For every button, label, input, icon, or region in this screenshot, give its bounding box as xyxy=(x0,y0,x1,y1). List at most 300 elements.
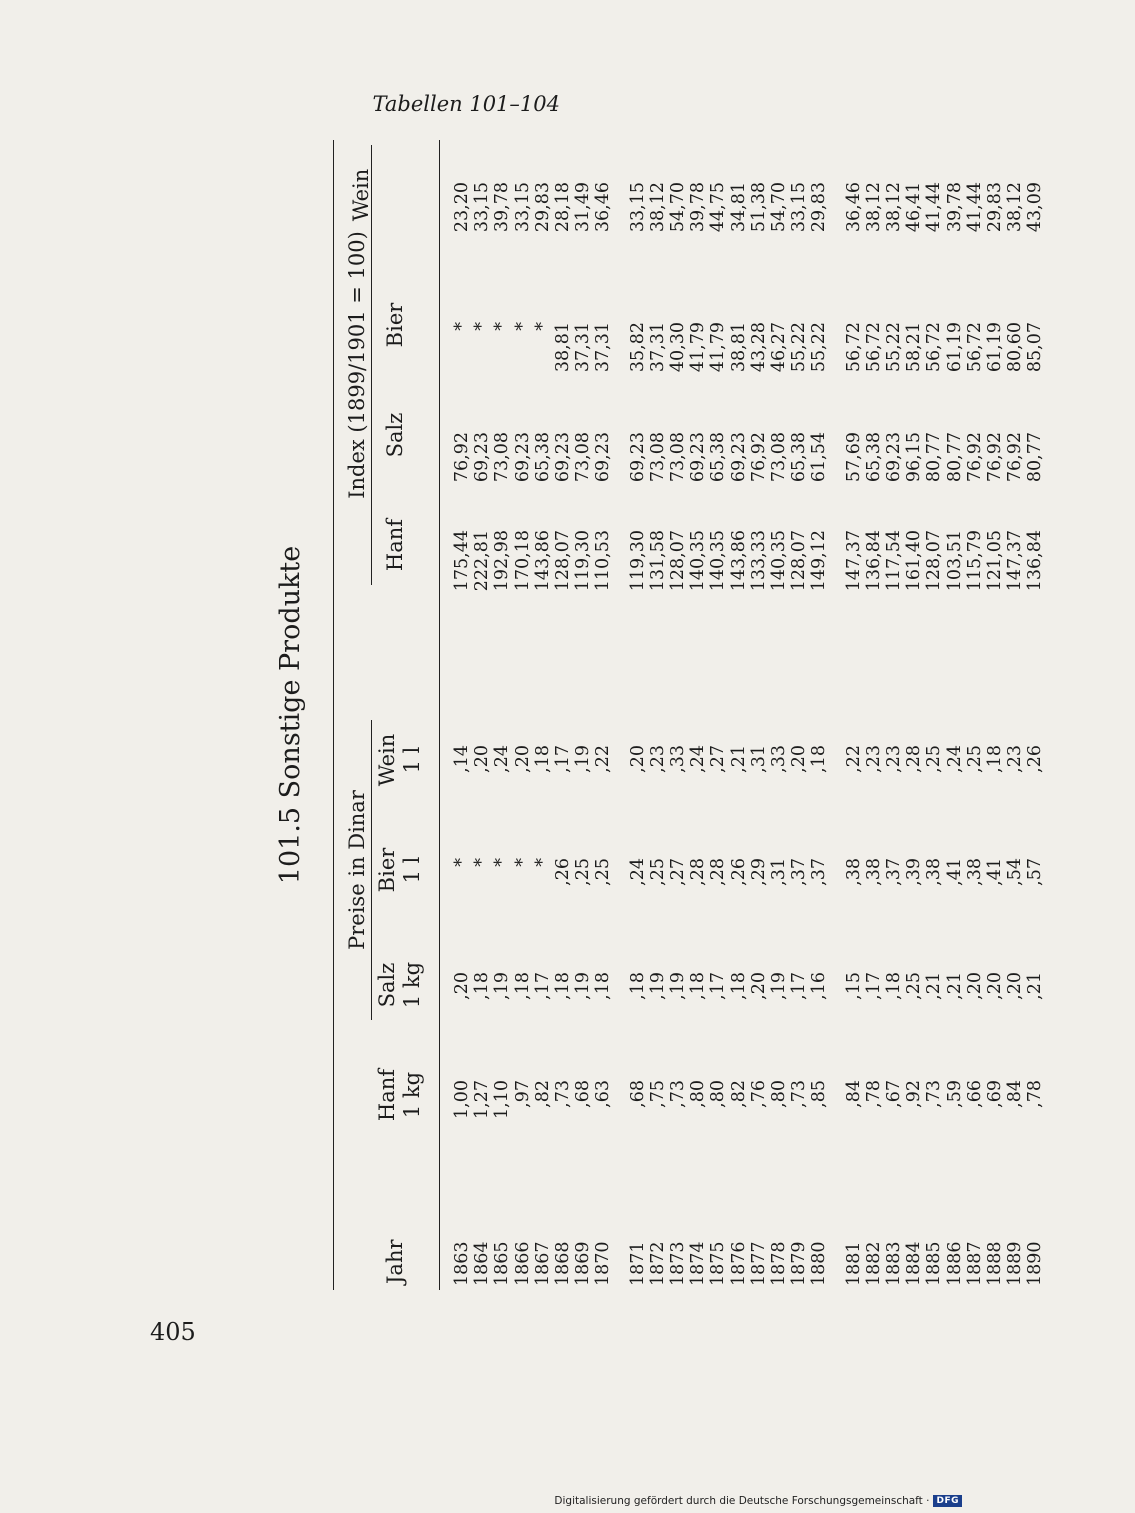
cell-jahr: 1890 xyxy=(1025,1241,1046,1286)
cell-value: 38,12 xyxy=(647,182,668,233)
cell-value: ,17 xyxy=(708,972,729,1000)
cell-value: 57,69 xyxy=(843,432,864,483)
cell-value: 121,05 xyxy=(985,530,1005,592)
cell-jahr: 1885 xyxy=(924,1241,945,1286)
col-header-bier xyxy=(375,835,425,905)
cell-value: 33,15 xyxy=(472,182,493,233)
cell-value: ,57 xyxy=(1025,858,1046,886)
cell-value: ,33 xyxy=(769,745,789,773)
table-row xyxy=(1026,140,1045,1290)
cell-value: ,18 xyxy=(884,972,904,1000)
cell-jahr: 1865 xyxy=(492,1241,513,1286)
cell-value: ,21 xyxy=(728,745,749,773)
cell-jahr: 1888 xyxy=(985,1241,1005,1286)
cell-value: 76,92 xyxy=(452,432,472,483)
cell-value: ,28 xyxy=(904,745,925,773)
cell-value: 38,12 xyxy=(884,182,904,233)
cell-jahr: 1880 xyxy=(809,1241,830,1286)
cell-value: 38,12 xyxy=(863,182,884,233)
cell-value: ,25 xyxy=(904,972,925,1000)
cell-value: ,80 xyxy=(769,1080,789,1108)
cell-jahr: 1889 xyxy=(1005,1241,1026,1286)
cell-value: ,18 xyxy=(627,972,648,1000)
cell-value: ,19 xyxy=(769,972,789,1000)
cell-value: 43,28 xyxy=(748,322,769,373)
cell-value: 55,22 xyxy=(809,322,830,373)
cell-value: 128,07 xyxy=(924,530,945,592)
cell-value: ,37 xyxy=(809,858,830,886)
cell-value: 1,10 xyxy=(492,1080,513,1119)
cell-value: ,18 xyxy=(985,745,1005,773)
table-row xyxy=(1006,140,1025,1290)
col-header-bier-unit: 1 l xyxy=(400,856,424,884)
table-row xyxy=(966,140,985,1290)
cell-value: 54,70 xyxy=(668,182,688,233)
table-row xyxy=(453,140,472,1290)
cell-jahr: 1876 xyxy=(728,1241,749,1286)
cell-value: ,67 xyxy=(884,1080,904,1108)
cell-value: 80,77 xyxy=(924,432,945,483)
footer-text: Digitalisierung gefördert durch die Deutsche Forschungsgemeinschaft · xyxy=(554,1495,930,1507)
cell-value: 136,84 xyxy=(863,530,884,592)
cell-value: 119,30 xyxy=(573,530,594,592)
table-row xyxy=(946,140,965,1290)
cell-value: ,84 xyxy=(843,1080,864,1108)
col-header-hanf-label: Hanf xyxy=(375,1068,399,1122)
cell-value: ,76 xyxy=(748,1080,769,1108)
cell-value: ,24 xyxy=(492,745,513,773)
cell-value: 69,23 xyxy=(593,432,614,483)
cell-value: ,21 xyxy=(1025,972,1046,1000)
cell-value: ,19 xyxy=(668,972,688,1000)
cell-value: 40,30 xyxy=(668,322,688,373)
table-row xyxy=(770,140,789,1290)
cell-value: 28,18 xyxy=(553,182,573,233)
cell-value: 33,15 xyxy=(789,182,810,233)
cell-jahr: 1878 xyxy=(769,1241,789,1286)
cell-value: ,15 xyxy=(843,972,864,1000)
cell-value: ,39 xyxy=(904,858,925,886)
cell-value: ,26 xyxy=(1025,745,1046,773)
cell-value: 69,23 xyxy=(884,432,904,483)
table-row xyxy=(730,140,749,1290)
cell-value: 61,54 xyxy=(809,432,830,483)
cell-value: 31,49 xyxy=(573,182,594,233)
cell-value: ,92 xyxy=(904,1080,925,1108)
cell-value: ,68 xyxy=(573,1080,594,1108)
cell-value: 147,37 xyxy=(843,530,864,592)
table-row xyxy=(534,140,553,1290)
col-header-salz-unit: 1 kg xyxy=(400,961,424,1009)
cell-value: ,69 xyxy=(985,1080,1005,1108)
col-header-jahr: Jahr xyxy=(383,1239,407,1284)
cell-value: ,23 xyxy=(884,745,904,773)
cell-value: ,66 xyxy=(964,1080,985,1108)
cell-value: ,38 xyxy=(843,858,864,886)
cell-value: ,20 xyxy=(472,745,493,773)
table-row xyxy=(554,140,573,1290)
cell-value: 37,31 xyxy=(573,322,594,373)
cell-value: 128,07 xyxy=(553,530,573,592)
cell-value: 41,79 xyxy=(708,322,729,373)
table-row xyxy=(885,140,904,1290)
cell-value: ,63 xyxy=(593,1080,614,1108)
cell-value: 140,35 xyxy=(708,530,729,592)
cell-value: 147,37 xyxy=(1005,530,1026,592)
cell-value: ,29 xyxy=(748,858,769,886)
cell-value: ,17 xyxy=(789,972,810,1000)
group-header-preise: Preise in Dinar xyxy=(345,790,369,950)
cell-value: ,24 xyxy=(627,858,648,886)
cell-value: 56,72 xyxy=(843,322,864,373)
cell-value: ,33 xyxy=(668,745,688,773)
cell-value: 1,27 xyxy=(472,1080,493,1119)
cell-value: 33,15 xyxy=(627,182,648,233)
running-head: Tabellen 101–104 xyxy=(372,92,560,116)
table-row xyxy=(574,140,593,1290)
col-header-index-wein: Wein xyxy=(349,168,373,222)
cell-value: 1,00 xyxy=(452,1080,472,1119)
cell-value: 69,23 xyxy=(728,432,749,483)
cell-value: ,73 xyxy=(924,1080,945,1108)
cell-value: 80,60 xyxy=(1005,322,1026,373)
table-row xyxy=(689,140,708,1290)
cell-jahr: 1863 xyxy=(452,1241,472,1286)
cell-value: 56,72 xyxy=(924,322,945,373)
cell-value: 41,79 xyxy=(688,322,709,373)
cell-value: 76,92 xyxy=(1005,432,1026,483)
cell-value: ,18 xyxy=(728,972,749,1000)
cell-value: 39,78 xyxy=(688,182,709,233)
cell-value: ,20 xyxy=(1005,972,1026,1000)
cell-value: ,26 xyxy=(728,858,749,886)
table-row xyxy=(514,140,533,1290)
cell-value: 69,23 xyxy=(512,432,533,483)
cell-value: * xyxy=(472,858,493,867)
cell-jahr: 1864 xyxy=(472,1241,493,1286)
cell-value: ,17 xyxy=(863,972,884,1000)
cell-value: 56,72 xyxy=(964,322,985,373)
col-header-wein-label: Wein xyxy=(375,733,399,787)
table-row xyxy=(750,140,769,1290)
cell-value: 65,38 xyxy=(863,432,884,483)
cell-jahr: 1867 xyxy=(532,1241,553,1286)
table-row xyxy=(629,140,648,1290)
col-header-wein xyxy=(375,725,425,795)
cell-value: ,75 xyxy=(647,1080,668,1108)
table-row xyxy=(905,140,924,1290)
cell-value: ,82 xyxy=(532,1080,553,1108)
cell-value: ,54 xyxy=(1005,858,1026,886)
cell-value: ,25 xyxy=(647,858,668,886)
cell-value: 55,22 xyxy=(884,322,904,373)
cell-jahr: 1879 xyxy=(789,1241,810,1286)
cell-value: 43,09 xyxy=(1025,182,1046,233)
cell-value: * xyxy=(452,322,472,331)
cell-jahr: 1886 xyxy=(944,1241,965,1286)
cell-value: ,19 xyxy=(647,972,668,1000)
cell-jahr: 1871 xyxy=(627,1241,648,1286)
cell-value: * xyxy=(452,858,472,867)
group-header-index: Index (1899/1901 = 100) xyxy=(345,231,369,499)
cell-value: 80,77 xyxy=(1025,432,1046,483)
cell-value: ,18 xyxy=(512,972,533,1000)
cell-value: * xyxy=(472,322,493,331)
cell-value: 61,19 xyxy=(944,322,965,373)
cell-value: ,38 xyxy=(964,858,985,886)
cell-value: 36,46 xyxy=(843,182,864,233)
cell-jahr: 1866 xyxy=(512,1241,533,1286)
cell-value: 222,81 xyxy=(472,530,493,592)
cell-value: 143,86 xyxy=(532,530,553,592)
table-row xyxy=(925,140,944,1290)
cell-value: 103,51 xyxy=(944,530,965,592)
cell-value: 133,33 xyxy=(748,530,769,592)
cell-value: ,37 xyxy=(789,858,810,886)
cell-value: ,23 xyxy=(1005,745,1026,773)
cell-value: ,25 xyxy=(593,858,614,886)
cell-value: ,78 xyxy=(863,1080,884,1108)
cell-value: 161,40 xyxy=(904,530,925,592)
cell-value: ,27 xyxy=(708,745,729,773)
cell-value: 140,35 xyxy=(688,530,709,592)
cell-value: ,80 xyxy=(688,1080,709,1108)
cell-value: 34,81 xyxy=(728,182,749,233)
table-row xyxy=(790,140,809,1290)
cell-value: 73,08 xyxy=(647,432,668,483)
cell-value: 136,84 xyxy=(1025,530,1046,592)
footer xyxy=(554,1495,962,1507)
cell-value: 131,58 xyxy=(647,530,668,592)
cell-value: 33,15 xyxy=(512,182,533,233)
cell-value: 56,72 xyxy=(863,322,884,373)
cell-value: 29,83 xyxy=(985,182,1005,233)
cell-value: ,23 xyxy=(863,745,884,773)
cell-value: 54,70 xyxy=(769,182,789,233)
cell-value: ,41 xyxy=(944,858,965,886)
cell-value: * xyxy=(532,322,553,331)
dfg-logo: DFG xyxy=(933,1495,962,1507)
cell-value: 76,92 xyxy=(985,432,1005,483)
col-header-index-hanf: Hanf xyxy=(383,518,407,572)
cell-value: 96,15 xyxy=(904,432,925,483)
cell-jahr: 1869 xyxy=(573,1241,594,1286)
cell-value: 35,82 xyxy=(627,322,648,373)
cell-value: ,37 xyxy=(884,858,904,886)
cell-value: 76,92 xyxy=(748,432,769,483)
table-row xyxy=(669,140,688,1290)
cell-value: ,18 xyxy=(472,972,493,1000)
cell-value: 39,78 xyxy=(492,182,513,233)
cell-jahr: 1881 xyxy=(843,1241,864,1286)
cell-value: 65,38 xyxy=(708,432,729,483)
cell-jahr: 1882 xyxy=(863,1241,884,1286)
cell-value: ,24 xyxy=(688,745,709,773)
cell-value: 170,18 xyxy=(512,530,533,592)
table-row xyxy=(709,140,728,1290)
cell-value: ,78 xyxy=(1025,1080,1046,1108)
cell-value: 85,07 xyxy=(1025,322,1046,373)
col-header-index-salz: Salz xyxy=(383,412,407,458)
table-row xyxy=(473,140,492,1290)
cell-value: 140,35 xyxy=(769,530,789,592)
cell-value: ,18 xyxy=(809,745,830,773)
cell-value: ,38 xyxy=(863,858,884,886)
cell-jahr: 1883 xyxy=(884,1241,904,1286)
cell-value: ,25 xyxy=(573,858,594,886)
cell-value: ,80 xyxy=(708,1080,729,1108)
cell-value: 38,12 xyxy=(1005,182,1026,233)
cell-value: ,27 xyxy=(668,858,688,886)
cell-value: ,20 xyxy=(512,745,533,773)
cell-value: 29,83 xyxy=(809,182,830,233)
cell-value: ,23 xyxy=(647,745,668,773)
cell-value: ,18 xyxy=(688,972,709,1000)
table-header-rule xyxy=(439,140,440,1290)
cell-value: 69,23 xyxy=(627,432,648,483)
table-row xyxy=(649,140,668,1290)
cell-value: ,73 xyxy=(668,1080,688,1108)
cell-value: ,14 xyxy=(452,745,472,773)
page-number: 405 xyxy=(150,1318,196,1346)
cell-value: ,17 xyxy=(532,972,553,1000)
cell-value: 149,12 xyxy=(809,530,830,592)
cell-value: 69,23 xyxy=(553,432,573,483)
cell-value: 61,19 xyxy=(985,322,1005,373)
cell-value: ,84 xyxy=(1005,1080,1026,1108)
cell-value: ,31 xyxy=(748,745,769,773)
cell-value: ,20 xyxy=(964,972,985,1000)
cell-value: ,16 xyxy=(809,972,830,1000)
table-top-rule xyxy=(333,140,334,1290)
cell-value: 58,21 xyxy=(904,322,925,373)
table-row xyxy=(493,140,512,1290)
cell-value: ,28 xyxy=(688,858,709,886)
cell-value: ,73 xyxy=(789,1080,810,1108)
cell-value: ,20 xyxy=(789,745,810,773)
cell-value: * xyxy=(512,322,533,331)
cell-value: ,22 xyxy=(843,745,864,773)
cell-value: ,82 xyxy=(728,1080,749,1108)
table-row xyxy=(810,140,829,1290)
rotated-table-block xyxy=(275,140,1135,1290)
cell-value: 51,38 xyxy=(748,182,769,233)
cell-value: 175,44 xyxy=(452,530,472,592)
cell-value: 117,54 xyxy=(884,530,904,592)
cell-value: 38,81 xyxy=(728,322,749,373)
cell-value: * xyxy=(492,322,513,331)
cell-value: 119,30 xyxy=(627,530,648,592)
cell-value: 44,75 xyxy=(708,182,729,233)
cell-value: ,24 xyxy=(944,745,965,773)
cell-value: 46,41 xyxy=(904,182,925,233)
cell-value: 73,08 xyxy=(668,432,688,483)
table-title: 101.5 Sonstige Produkte xyxy=(275,545,306,885)
cell-value: 65,38 xyxy=(789,432,810,483)
cell-value: ,28 xyxy=(708,858,729,886)
table-row xyxy=(986,140,1005,1290)
cell-value: ,18 xyxy=(593,972,614,1000)
cell-value: 73,08 xyxy=(769,432,789,483)
col-header-hanf xyxy=(375,1060,425,1130)
cell-value: 55,22 xyxy=(789,322,810,373)
table-row xyxy=(594,140,613,1290)
cell-value: 41,44 xyxy=(924,182,945,233)
table-row xyxy=(845,140,864,1290)
cell-value: 80,77 xyxy=(944,432,965,483)
cell-value: ,97 xyxy=(512,1080,533,1108)
cell-value: * xyxy=(492,858,513,867)
cell-jahr: 1868 xyxy=(553,1241,573,1286)
table-row xyxy=(865,140,884,1290)
col-header-bier-label: Bier xyxy=(375,847,399,893)
cell-value: ,17 xyxy=(553,745,573,773)
cell-value: 192,98 xyxy=(492,530,513,592)
cell-jahr: 1872 xyxy=(647,1241,668,1286)
cell-value: ,38 xyxy=(924,858,945,886)
cell-value: 41,44 xyxy=(964,182,985,233)
col-header-index-bier: Bier xyxy=(383,302,407,348)
cell-value: ,18 xyxy=(532,745,553,773)
cell-value: 46,27 xyxy=(769,322,789,373)
cell-value: ,22 xyxy=(593,745,614,773)
cell-value: 23,20 xyxy=(452,182,472,233)
cell-jahr: 1873 xyxy=(668,1241,688,1286)
cell-value: ,73 xyxy=(553,1080,573,1108)
col-header-wein-unit: 1 l xyxy=(400,746,424,774)
cell-value: 39,78 xyxy=(944,182,965,233)
cell-value: ,20 xyxy=(452,972,472,1000)
col-header-salz-label: Salz xyxy=(375,962,399,1008)
cell-value: 128,07 xyxy=(668,530,688,592)
cell-value: ,21 xyxy=(944,972,965,1000)
cell-value: 110,53 xyxy=(593,530,614,592)
cell-value: ,85 xyxy=(809,1080,830,1108)
cell-value: ,59 xyxy=(944,1080,965,1108)
cell-value: ,20 xyxy=(748,972,769,1000)
cell-jahr: 1870 xyxy=(593,1241,614,1286)
cell-value: 143,86 xyxy=(728,530,749,592)
cell-value: ,68 xyxy=(627,1080,648,1108)
cell-value: 73,08 xyxy=(492,432,513,483)
cell-value: ,19 xyxy=(573,745,594,773)
cell-value: 76,92 xyxy=(964,432,985,483)
cell-value: 69,23 xyxy=(688,432,709,483)
cell-value: 36,46 xyxy=(593,182,614,233)
cell-value: 128,07 xyxy=(789,530,810,592)
cell-jahr: 1875 xyxy=(708,1241,729,1286)
cell-jahr: 1874 xyxy=(688,1241,709,1286)
cell-value: 37,31 xyxy=(647,322,668,373)
cell-value: 38,81 xyxy=(553,322,573,373)
cell-value: ,18 xyxy=(553,972,573,1000)
cell-value: ,26 xyxy=(553,858,573,886)
cell-jahr: 1884 xyxy=(904,1241,925,1286)
cell-value: ,25 xyxy=(924,745,945,773)
col-header-salz xyxy=(375,950,425,1020)
cell-jahr: 1887 xyxy=(964,1241,985,1286)
cell-value: ,19 xyxy=(573,972,594,1000)
cell-value: 37,31 xyxy=(593,322,614,373)
group-rule-preise xyxy=(371,720,372,1020)
cell-value: ,21 xyxy=(924,972,945,1000)
cell-value: 69,23 xyxy=(472,432,493,483)
cell-value: * xyxy=(512,858,533,867)
cell-value: ,20 xyxy=(985,972,1005,1000)
cell-jahr: 1877 xyxy=(748,1241,769,1286)
cell-value: * xyxy=(532,858,553,867)
cell-value: 29,83 xyxy=(532,182,553,233)
